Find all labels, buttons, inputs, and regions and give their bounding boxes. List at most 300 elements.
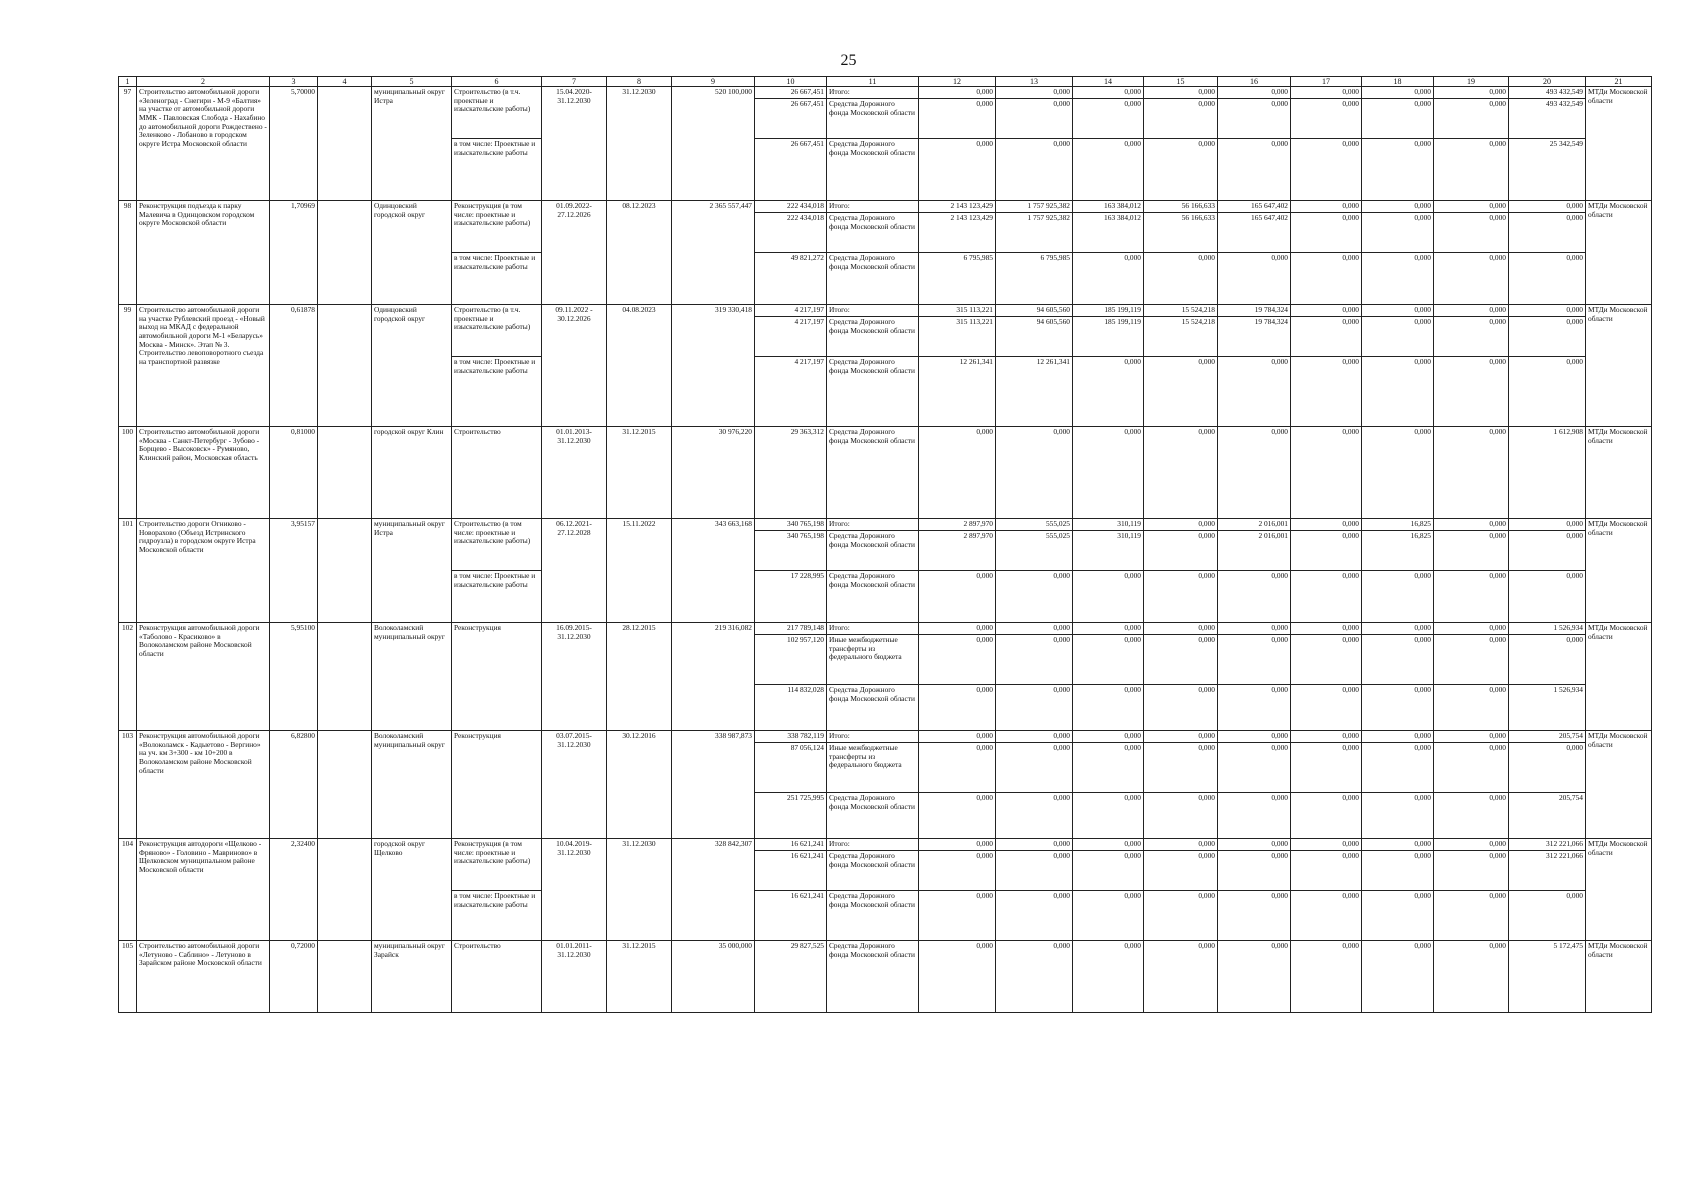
year-value: 2 016,001 xyxy=(1218,531,1291,571)
year-value: 0,000 xyxy=(1509,357,1586,427)
district-name: Волоколамский муниципальный округ xyxy=(372,731,452,839)
funding-amount: 222 434,018 xyxy=(755,213,827,253)
year-value: 0,000 xyxy=(1073,623,1144,635)
col4-cell xyxy=(318,87,372,201)
year-value: 0,000 xyxy=(996,743,1073,793)
year-value: 0,000 xyxy=(1434,793,1509,839)
funding-source: Средства Дорожного фонда Московской области xyxy=(827,253,919,305)
project-name: Реконструкция подъезда к парку Малевича в Одинцовском городском округе Московской области xyxy=(137,201,270,305)
funding-source: Итого: xyxy=(827,87,919,99)
length-value: 3,95157 xyxy=(270,519,318,623)
row-number: 98 xyxy=(119,201,137,305)
year-value: 0,000 xyxy=(1073,357,1144,427)
project-name: Строительство автомобильной дороги «Летуново - Саблино» - Летуново в Зарайском районе Московской области xyxy=(137,941,270,1013)
year-value: 0,000 xyxy=(996,685,1073,731)
year-value: 0,000 xyxy=(996,623,1073,635)
funding-source: Средства Дорожного фонда Московской области xyxy=(827,793,919,839)
year-value: 0,000 xyxy=(1362,201,1434,213)
column-number: 10 xyxy=(755,77,827,87)
district-name: Волоколамский муниципальный округ xyxy=(372,623,452,731)
column-number: 12 xyxy=(919,77,996,87)
year-value: 0,000 xyxy=(1073,743,1144,793)
year-value: 19 784,324 xyxy=(1218,305,1291,317)
year-value: 0,000 xyxy=(1434,851,1509,891)
table-row xyxy=(119,201,1652,213)
column-number: 14 xyxy=(1073,77,1144,87)
year-value: 312 221,066 xyxy=(1509,839,1586,851)
year-value: 15 524,218 xyxy=(1144,305,1218,317)
year-value: 0,000 xyxy=(1509,743,1586,793)
year-value: 0,000 xyxy=(1218,635,1291,685)
year-value: 493 432,549 xyxy=(1509,99,1586,139)
year-value: 0,000 xyxy=(1144,139,1218,201)
table-row xyxy=(119,427,1652,519)
col4-cell xyxy=(318,623,372,731)
length-value: 2,32400 xyxy=(270,839,318,941)
year-value: 0,000 xyxy=(1144,253,1218,305)
funding-amount: 16 621,241 xyxy=(755,839,827,851)
year-value: 0,000 xyxy=(1362,139,1434,201)
year-value: 0,000 xyxy=(1434,743,1509,793)
year-value: 6 795,985 xyxy=(919,253,996,305)
year-value: 0,000 xyxy=(1291,839,1362,851)
year-value: 0,000 xyxy=(1218,743,1291,793)
year-value: 0,000 xyxy=(1144,519,1218,531)
funding-source: Средства Дорожного фонда Московской области xyxy=(827,685,919,731)
year-value: 19 784,324 xyxy=(1218,317,1291,357)
year-value: 56 166,633 xyxy=(1144,201,1218,213)
year-value: 0,000 xyxy=(1362,891,1434,941)
year-value: 0,000 xyxy=(1362,571,1434,623)
total-cost: 219 316,082 xyxy=(672,623,755,731)
project-name: Строительство автомобильной дороги «Зеленоград - Снегири - М-9 «Балтия» на участке от автомобильной дороги ММК - Павловская Слобода - Нахабино до автомобильной дороги Рождествено - Зеленково - Лобаново в городском округе Истра Московской области xyxy=(137,87,270,201)
year-value: 0,000 xyxy=(1291,623,1362,635)
year-value: 0,000 xyxy=(919,635,996,685)
total-cost: 319 330,418 xyxy=(672,305,755,427)
year-value: 0,000 xyxy=(919,99,996,139)
year-value: 0,000 xyxy=(996,793,1073,839)
customer: МТДи Московской области xyxy=(1586,305,1652,427)
year-value: 0,000 xyxy=(1218,851,1291,891)
year-value: 0,000 xyxy=(1144,941,1218,1013)
customer: МТДи Московской области xyxy=(1586,201,1652,305)
row-number: 102 xyxy=(119,623,137,731)
funding-amount: 87 056,124 xyxy=(755,743,827,793)
year-value: 0,000 xyxy=(1291,891,1362,941)
year-value: 0,000 xyxy=(1291,99,1362,139)
work-type: Строительство (в т.ч. проектные и изыскательские работы) xyxy=(452,305,542,357)
year-value: 0,000 xyxy=(1362,99,1434,139)
project-name: Реконструкция автомобильной дороги «Таболово - Красиково» в Волоколамском районе Московской области xyxy=(137,623,270,731)
year-value: 0,000 xyxy=(919,427,996,519)
customer: МТДи Московской области xyxy=(1586,941,1652,1013)
funding-source: Средства Дорожного фонда Московской области xyxy=(827,357,919,427)
year-value: 0,000 xyxy=(1073,793,1144,839)
column-number: 13 xyxy=(996,77,1073,87)
row-number: 97 xyxy=(119,87,137,201)
year-value: 0,000 xyxy=(1144,87,1218,99)
year-value: 0,000 xyxy=(1291,571,1362,623)
column-number: 20 xyxy=(1509,77,1586,87)
year-value: 0,000 xyxy=(919,623,996,635)
work-type: в том числе: Проектные и изыскательские работы xyxy=(452,571,542,623)
funding-amount: 16 621,241 xyxy=(755,851,827,891)
funding-source: Средства Дорожного фонда Московской области xyxy=(827,571,919,623)
year-value: 0,000 xyxy=(1073,571,1144,623)
date-range: 06.12.2021- 27.12.2028 xyxy=(542,519,607,623)
project-name: Реконструкция автомобильной дороги «Волоколамск - Кадыетово - Вергино» на уч. км 3+300 - км 10+200 в Волоколамском районе Московской области xyxy=(137,731,270,839)
customer: МТДи Московской области xyxy=(1586,87,1652,201)
year-value: 0,000 xyxy=(1362,685,1434,731)
district-name: Одинцовский городской округ xyxy=(372,305,452,427)
total-cost: 30 976,220 xyxy=(672,427,755,519)
year-value: 56 166,633 xyxy=(1144,213,1218,253)
length-value: 5,70000 xyxy=(270,87,318,201)
year-value: 12 261,341 xyxy=(919,357,996,427)
year-value: 0,000 xyxy=(1073,941,1144,1013)
completion-date: 28.12.2015 xyxy=(607,623,672,731)
year-value: 0,000 xyxy=(1291,519,1362,531)
year-value: 0,000 xyxy=(1073,427,1144,519)
table-row xyxy=(119,519,1652,531)
year-value: 0,000 xyxy=(1291,357,1362,427)
year-value: 2 143 123,429 xyxy=(919,201,996,213)
col4-cell xyxy=(318,305,372,427)
year-value: 94 605,560 xyxy=(996,317,1073,357)
year-value: 0,000 xyxy=(1218,427,1291,519)
year-value: 165 647,402 xyxy=(1218,201,1291,213)
date-range: 03.07.2015- 31.12.2030 xyxy=(542,731,607,839)
column-number: 21 xyxy=(1586,77,1652,87)
work-type: Строительство (в т.ч. проектные и изыскательские работы) xyxy=(452,87,542,139)
year-value: 16,825 xyxy=(1362,531,1434,571)
length-value: 0,81000 xyxy=(270,427,318,519)
year-value: 0,000 xyxy=(1218,623,1291,635)
year-value: 6 795,985 xyxy=(996,253,1073,305)
year-value: 0,000 xyxy=(1362,317,1434,357)
year-value: 0,000 xyxy=(1434,941,1509,1013)
year-value: 0,000 xyxy=(1218,941,1291,1013)
year-value: 0,000 xyxy=(919,851,996,891)
funding-source: Средства Дорожного фонда Московской области xyxy=(827,99,919,139)
year-value: 0,000 xyxy=(1434,87,1509,99)
year-value: 0,000 xyxy=(1509,213,1586,253)
table-row xyxy=(119,941,1652,1013)
year-value: 0,000 xyxy=(1144,731,1218,743)
year-value: 0,000 xyxy=(1434,99,1509,139)
length-value: 0,72000 xyxy=(270,941,318,1013)
year-value: 12 261,341 xyxy=(996,357,1073,427)
column-number-row xyxy=(119,77,1652,87)
year-value: 163 384,012 xyxy=(1073,213,1144,253)
year-value: 0,000 xyxy=(1509,891,1586,941)
row-number: 103 xyxy=(119,731,137,839)
customer: МТДи Московской области xyxy=(1586,519,1652,623)
year-value: 0,000 xyxy=(1073,253,1144,305)
year-value: 0,000 xyxy=(1362,793,1434,839)
date-range: 16.09.2015- 31.12.2030 xyxy=(542,623,607,731)
year-value: 555,025 xyxy=(996,519,1073,531)
year-value: 310,119 xyxy=(1073,531,1144,571)
year-value: 0,000 xyxy=(1362,213,1434,253)
funding-amount: 4 217,197 xyxy=(755,305,827,317)
year-value: 310,119 xyxy=(1073,519,1144,531)
year-value: 0,000 xyxy=(1073,731,1144,743)
funding-source: Итого: xyxy=(827,201,919,213)
year-value: 0,000 xyxy=(1509,635,1586,685)
year-value: 0,000 xyxy=(1073,891,1144,941)
year-value: 0,000 xyxy=(1434,427,1509,519)
year-value: 0,000 xyxy=(919,87,996,99)
funding-amount: 4 217,197 xyxy=(755,317,827,357)
year-value: 165 647,402 xyxy=(1218,213,1291,253)
year-value: 0,000 xyxy=(919,839,996,851)
year-value: 0,000 xyxy=(1291,531,1362,571)
length-value: 0,61878 xyxy=(270,305,318,427)
district-name: городской округ Щелково xyxy=(372,839,452,941)
table-body xyxy=(119,87,1652,1013)
year-value: 0,000 xyxy=(996,851,1073,891)
year-value: 0,000 xyxy=(1434,253,1509,305)
year-value: 0,000 xyxy=(1362,731,1434,743)
year-value: 0,000 xyxy=(1362,635,1434,685)
year-value: 0,000 xyxy=(1291,941,1362,1013)
year-value: 0,000 xyxy=(1362,305,1434,317)
length-value: 1,70969 xyxy=(270,201,318,305)
year-value: 0,000 xyxy=(1073,851,1144,891)
year-value: 0,000 xyxy=(1509,201,1586,213)
funding-amount: 217 789,148 xyxy=(755,623,827,635)
year-value: 315 113,221 xyxy=(919,305,996,317)
year-value: 0,000 xyxy=(919,743,996,793)
row-number: 100 xyxy=(119,427,137,519)
funding-source: Иные межбюджетные трансферты из федерального бюджета xyxy=(827,635,919,685)
column-number: 9 xyxy=(672,77,755,87)
year-value: 0,000 xyxy=(1291,427,1362,519)
year-value: 0,000 xyxy=(1218,891,1291,941)
year-value: 0,000 xyxy=(1144,427,1218,519)
row-number: 104 xyxy=(119,839,137,941)
total-cost: 35 000,000 xyxy=(672,941,755,1013)
year-value: 0,000 xyxy=(1362,839,1434,851)
total-cost: 328 842,307 xyxy=(672,839,755,941)
year-value: 0,000 xyxy=(1434,201,1509,213)
date-range: 15.04.2020- 31.12.2030 xyxy=(542,87,607,201)
completion-date: 31.12.2030 xyxy=(607,87,672,201)
funding-source: Средства Дорожного фонда Московской области xyxy=(827,851,919,891)
year-value: 312 221,066 xyxy=(1509,851,1586,891)
year-value: 0,000 xyxy=(919,891,996,941)
funding-source: Средства Дорожного фонда Московской области xyxy=(827,427,919,519)
year-value: 1 526,934 xyxy=(1509,685,1586,731)
year-value: 0,000 xyxy=(1291,305,1362,317)
project-name: Строительство автомобильной дороги на участке Рублевский проезд - «Новый выход на МКАД с федеральной автомобильной дороги М-1 «Беларусь» Москва - Минск». Этап № 3. Строительство левоповоротного съезда на транспортной развязке xyxy=(137,305,270,427)
funding-source: Иные межбюджетные трансферты из федерального бюджета xyxy=(827,743,919,793)
total-cost: 520 100,000 xyxy=(672,87,755,201)
year-value: 0,000 xyxy=(1509,317,1586,357)
year-value: 0,000 xyxy=(1362,253,1434,305)
completion-date: 15.11.2022 xyxy=(607,519,672,623)
year-value: 0,000 xyxy=(996,87,1073,99)
column-number: 17 xyxy=(1291,77,1362,87)
col4-cell xyxy=(318,201,372,305)
year-value: 0,000 xyxy=(1509,531,1586,571)
year-value: 0,000 xyxy=(1434,571,1509,623)
date-range: 10.04.2019- 31.12.2030 xyxy=(542,839,607,941)
year-value: 0,000 xyxy=(1291,793,1362,839)
year-value: 0,000 xyxy=(1073,685,1144,731)
year-value: 1 526,934 xyxy=(1509,623,1586,635)
year-value: 0,000 xyxy=(1509,253,1586,305)
year-value: 163 384,012 xyxy=(1073,201,1144,213)
year-value: 0,000 xyxy=(1362,623,1434,635)
column-number: 8 xyxy=(607,77,672,87)
work-type: Реконструкция xyxy=(452,731,542,839)
year-value: 0,000 xyxy=(996,731,1073,743)
work-type: Реконструкция xyxy=(452,623,542,731)
year-value: 0,000 xyxy=(1291,743,1362,793)
length-value: 6,82800 xyxy=(270,731,318,839)
year-value: 0,000 xyxy=(1362,851,1434,891)
year-value: 1 757 925,382 xyxy=(996,201,1073,213)
year-value: 0,000 xyxy=(1073,839,1144,851)
work-type: в том числе: Проектные и изыскательские работы xyxy=(452,357,542,427)
total-cost: 2 365 557,447 xyxy=(672,201,755,305)
page-number: 25 xyxy=(840,52,857,69)
column-number: 5 xyxy=(372,77,452,87)
year-value: 0,000 xyxy=(1291,139,1362,201)
date-range: 01.01.2011- 31.12.2030 xyxy=(542,941,607,1013)
year-value: 94 605,560 xyxy=(996,305,1073,317)
column-number: 19 xyxy=(1434,77,1509,87)
completion-date: 31.12.2015 xyxy=(607,941,672,1013)
funding-amount: 29 827,525 xyxy=(755,941,827,1013)
district-name: муниципальный округ Истра xyxy=(372,87,452,201)
funding-source: Средства Дорожного фонда Московской области xyxy=(827,941,919,1013)
year-value: 0,000 xyxy=(1144,793,1218,839)
customer: МТДи Московской области xyxy=(1586,427,1652,519)
year-value: 0,000 xyxy=(1291,201,1362,213)
year-value: 0,000 xyxy=(1291,253,1362,305)
col4-cell xyxy=(318,731,372,839)
year-value: 0,000 xyxy=(1144,743,1218,793)
funding-amount: 251 725,995 xyxy=(755,793,827,839)
col4-cell xyxy=(318,519,372,623)
year-value: 0,000 xyxy=(1291,87,1362,99)
year-value: 0,000 xyxy=(1434,531,1509,571)
year-value: 0,000 xyxy=(1144,891,1218,941)
year-value: 0,000 xyxy=(1291,213,1362,253)
funding-source: Средства Дорожного фонда Московской области xyxy=(827,213,919,253)
funding-amount: 49 821,272 xyxy=(755,253,827,305)
funding-amount: 29 363,312 xyxy=(755,427,827,519)
year-value: 2 897,970 xyxy=(919,531,996,571)
work-type: Строительство xyxy=(452,427,542,519)
year-value: 0,000 xyxy=(1218,731,1291,743)
year-value: 0,000 xyxy=(1362,743,1434,793)
row-number: 99 xyxy=(119,305,137,427)
year-value: 555,025 xyxy=(996,531,1073,571)
year-value: 0,000 xyxy=(1509,571,1586,623)
year-value: 0,000 xyxy=(1362,357,1434,427)
year-value: 0,000 xyxy=(1144,635,1218,685)
customer: МТДи Московской области xyxy=(1586,839,1652,941)
year-value: 0,000 xyxy=(1434,213,1509,253)
year-value: 0,000 xyxy=(1144,99,1218,139)
year-value: 1 612,908 xyxy=(1509,427,1586,519)
year-value: 0,000 xyxy=(1218,99,1291,139)
column-number: 1 xyxy=(119,77,137,87)
funding-amount: 16 621,241 xyxy=(755,891,827,941)
year-value: 0,000 xyxy=(1362,427,1434,519)
year-value: 0,000 xyxy=(1434,839,1509,851)
year-value: 0,000 xyxy=(1434,317,1509,357)
length-value: 5,95100 xyxy=(270,623,318,731)
work-type: Строительство xyxy=(452,941,542,1013)
funding-amount: 114 832,028 xyxy=(755,685,827,731)
table-row xyxy=(119,305,1652,317)
year-value: 0,000 xyxy=(1144,685,1218,731)
funding-amount: 4 217,197 xyxy=(755,357,827,427)
year-value: 0,000 xyxy=(1291,851,1362,891)
year-value: 0,000 xyxy=(1218,839,1291,851)
column-number: 18 xyxy=(1362,77,1434,87)
year-value: 0,000 xyxy=(1073,99,1144,139)
funding-source: Итого: xyxy=(827,839,919,851)
year-value: 0,000 xyxy=(1218,87,1291,99)
year-value: 0,000 xyxy=(1218,571,1291,623)
year-value: 0,000 xyxy=(996,427,1073,519)
funding-source: Итого: xyxy=(827,305,919,317)
funding-amount: 17 228,995 xyxy=(755,571,827,623)
year-value: 0,000 xyxy=(1291,635,1362,685)
row-number: 101 xyxy=(119,519,137,623)
year-value: 16,825 xyxy=(1362,519,1434,531)
year-value: 0,000 xyxy=(1434,357,1509,427)
year-value: 2 897,970 xyxy=(919,519,996,531)
column-number: 4 xyxy=(318,77,372,87)
work-type: Реконструкция (в том числе: проектные и изыскательские работы) xyxy=(452,839,542,891)
project-name: Строительство автомобильной дороги «Москва - Санкт-Петербург - Зубово - Борщево - Высоковск» - Румяново, Клинский район, Московская область xyxy=(137,427,270,519)
table-row xyxy=(119,623,1652,635)
year-value: 0,000 xyxy=(996,99,1073,139)
year-value: 0,000 xyxy=(996,839,1073,851)
year-value: 315 113,221 xyxy=(919,317,996,357)
year-value: 0,000 xyxy=(1291,731,1362,743)
funding-source: Средства Дорожного фонда Московской области xyxy=(827,139,919,201)
year-value: 2 143 123,429 xyxy=(919,213,996,253)
work-type: в том числе: Проектные и изыскательские работы xyxy=(452,891,542,941)
year-value: 0,000 xyxy=(1218,139,1291,201)
year-value: 0,000 xyxy=(1144,531,1218,571)
year-value: 0,000 xyxy=(1434,731,1509,743)
year-value: 0,000 xyxy=(996,571,1073,623)
year-value: 0,000 xyxy=(919,571,996,623)
year-value: 0,000 xyxy=(1434,635,1509,685)
year-value: 205,754 xyxy=(1509,793,1586,839)
program-table xyxy=(118,76,1652,1013)
year-value: 0,000 xyxy=(1218,357,1291,427)
year-value: 0,000 xyxy=(1291,317,1362,357)
year-value: 0,000 xyxy=(1434,139,1509,201)
district-name: муниципальный округ Зарайск xyxy=(372,941,452,1013)
year-value: 0,000 xyxy=(1509,305,1586,317)
completion-date: 04.08.2023 xyxy=(607,305,672,427)
funding-source: Средства Дорожного фонда Московской области xyxy=(827,317,919,357)
year-value: 0,000 xyxy=(919,793,996,839)
year-value: 0,000 xyxy=(1362,941,1434,1013)
year-value: 0,000 xyxy=(1073,87,1144,99)
